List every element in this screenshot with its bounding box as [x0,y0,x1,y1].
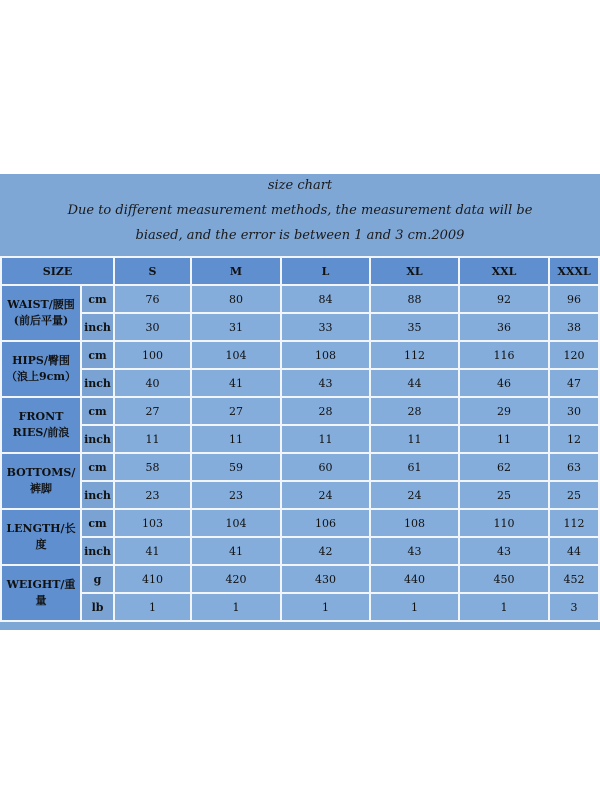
unit-label: inch [82,370,115,398]
value-cell: 12 [550,426,600,454]
table-row [0,454,600,482]
value-cell: 62 [460,454,550,482]
value-cell: 35 [371,314,460,342]
size-header: SIZE [0,256,115,286]
unit-label: lb [82,594,115,622]
value-cell: 36 [460,314,550,342]
table-row [0,566,600,594]
chart-title: size chart [267,178,333,193]
value-cell: 28 [282,398,371,426]
value-cell: 96 [550,286,600,314]
category-label: HIPS/臀围（浪上9cm） [0,342,82,398]
value-cell: 61 [371,454,460,482]
table-row [0,314,600,342]
value-cell: 440 [371,566,460,594]
value-cell: 41 [192,370,282,398]
value-cell: 450 [460,566,550,594]
unit-label: cm [82,454,115,482]
value-cell: 24 [371,482,460,510]
value-cell: 112 [371,342,460,370]
value-cell: 25 [550,482,600,510]
value-cell: 23 [115,482,192,510]
value-cell: 410 [115,566,192,594]
unit-label: inch [82,314,115,342]
value-cell: 1 [371,594,460,622]
value-cell: 33 [282,314,371,342]
size-col-xl: XL [371,256,460,286]
unit-label: cm [82,510,115,538]
value-cell: 1 [115,594,192,622]
value-cell: 42 [282,538,371,566]
value-cell: 43 [371,538,460,566]
value-cell: 430 [282,566,371,594]
table-row [0,510,600,538]
value-cell: 112 [550,510,600,538]
value-cell: 103 [115,510,192,538]
value-cell: 30 [115,314,192,342]
unit-label: inch [82,482,115,510]
value-cell: 452 [550,566,600,594]
size-col-l: L [282,256,371,286]
value-cell: 58 [115,454,192,482]
value-cell: 11 [282,426,371,454]
unit-label: cm [82,286,115,314]
size-col-xxl: XXL [460,256,550,286]
value-cell: 43 [282,370,371,398]
unit-label: cm [82,398,115,426]
category-label: BOTTOMS/裤脚 [0,454,82,510]
unit-label: inch [82,538,115,566]
note-line-2: biased, and the error is between 1 and 3 cm.2009 [135,228,465,243]
value-cell: 11 [192,426,282,454]
note-line-1: Due to different measurement methods, the measurement data will be [67,203,533,218]
value-cell: 63 [550,454,600,482]
value-cell: 38 [550,314,600,342]
value-cell: 106 [282,510,371,538]
value-cell: 43 [460,538,550,566]
value-cell: 59 [192,454,282,482]
value-cell: 104 [192,342,282,370]
value-cell: 11 [371,426,460,454]
unit-label: g [82,566,115,594]
table-row [0,398,600,426]
value-cell: 44 [371,370,460,398]
header-row [0,256,600,286]
value-cell: 92 [460,286,550,314]
unit-label: cm [82,342,115,370]
table-row [0,594,600,622]
value-cell: 116 [460,342,550,370]
table-row [0,538,600,566]
value-cell: 11 [460,426,550,454]
value-cell: 60 [282,454,371,482]
value-cell: 41 [115,538,192,566]
size-table [0,256,600,622]
size-chart [0,174,600,630]
value-cell: 30 [550,398,600,426]
size-col-m: M [192,256,282,286]
size-col-s: S [115,256,192,286]
category-label: WEIGHT/重量 [0,566,82,622]
value-cell: 40 [115,370,192,398]
value-cell: 108 [282,342,371,370]
value-cell: 100 [115,342,192,370]
value-cell: 41 [192,538,282,566]
value-cell: 27 [115,398,192,426]
value-cell: 24 [282,482,371,510]
table-row [0,286,600,314]
value-cell: 27 [192,398,282,426]
value-cell: 110 [460,510,550,538]
value-cell: 104 [192,510,282,538]
value-cell: 120 [550,342,600,370]
value-cell: 80 [192,286,282,314]
value-cell: 1 [460,594,550,622]
unit-label: inch [82,426,115,454]
value-cell: 29 [460,398,550,426]
value-cell: 1 [192,594,282,622]
value-cell: 25 [460,482,550,510]
table-row [0,482,600,510]
value-cell: 23 [192,482,282,510]
category-label: WAIST/腰围(前后平量) [0,286,82,342]
value-cell: 84 [282,286,371,314]
size-col-xxxl: XXXL [550,256,600,286]
value-cell: 46 [460,370,550,398]
value-cell: 420 [192,566,282,594]
category-label: LENGTH/长度 [0,510,82,566]
value-cell: 28 [371,398,460,426]
value-cell: 31 [192,314,282,342]
table-row [0,426,600,454]
value-cell: 47 [550,370,600,398]
value-cell: 11 [115,426,192,454]
value-cell: 1 [282,594,371,622]
value-cell: 88 [371,286,460,314]
value-cell: 76 [115,286,192,314]
category-label: FRONT RIES/前浪 [0,398,82,454]
table-row [0,370,600,398]
value-cell: 44 [550,538,600,566]
table-row [0,342,600,370]
value-cell: 108 [371,510,460,538]
value-cell: 3 [550,594,600,622]
